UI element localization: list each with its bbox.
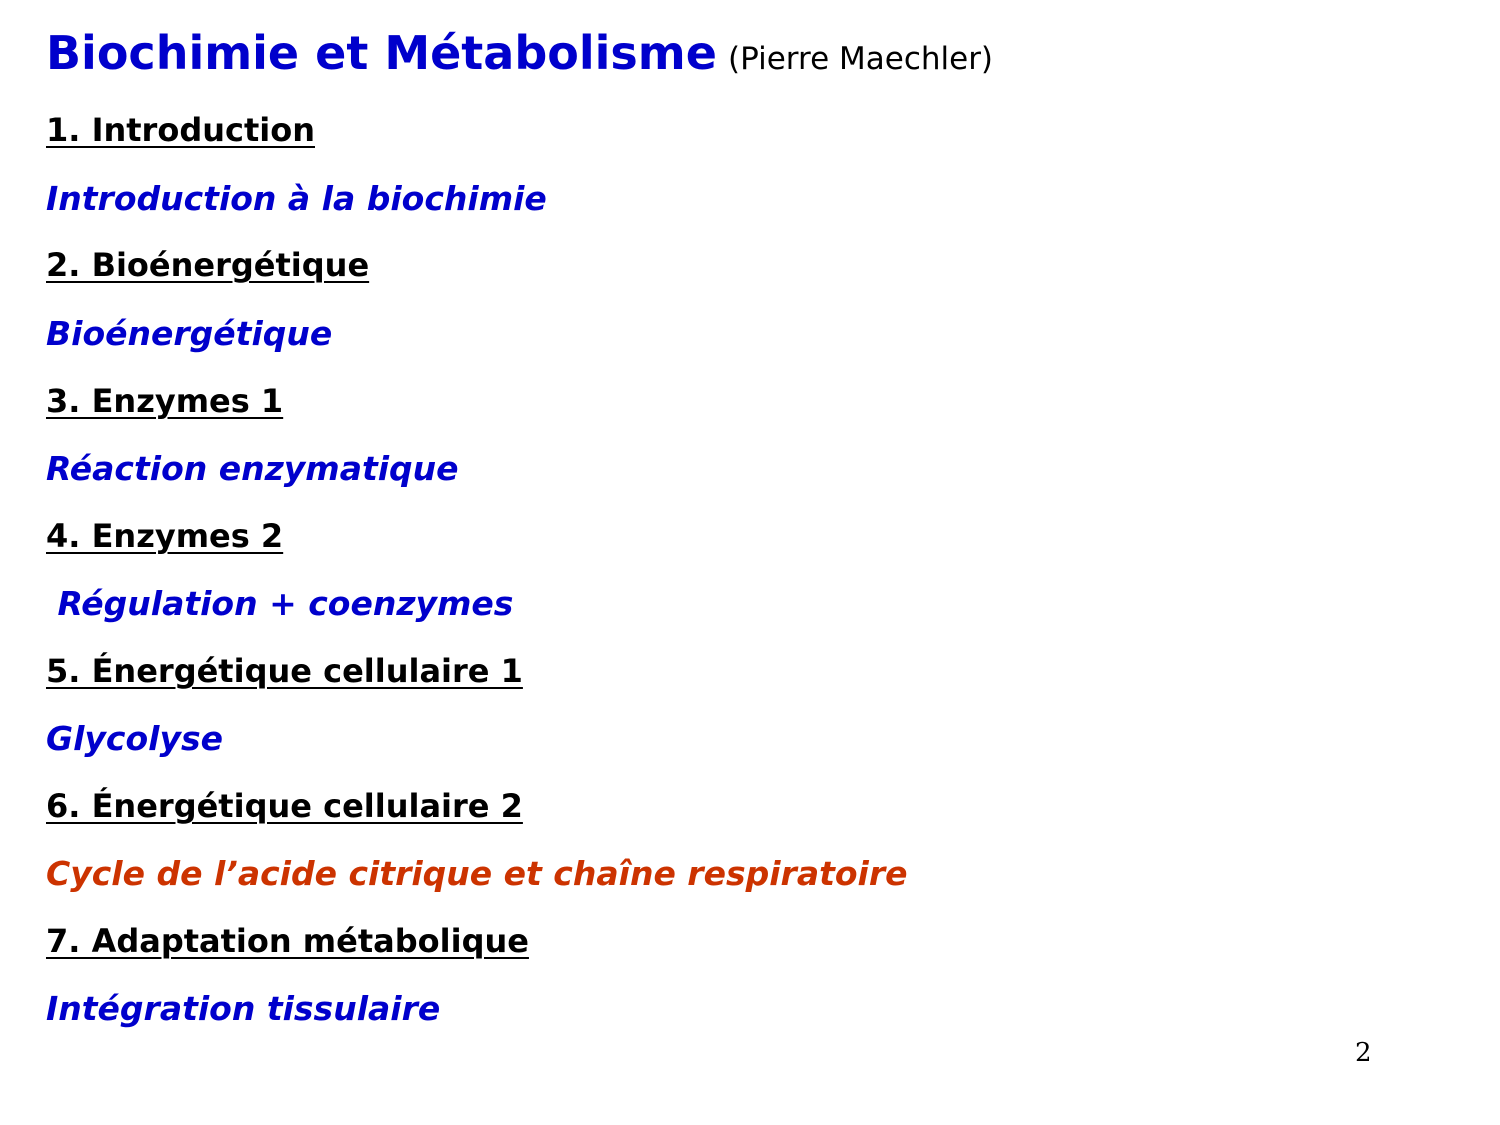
section-heading-6: 6. Énergétique cellulaire 2 <box>46 787 523 825</box>
section-topic-2: Bioénergétique <box>46 314 333 353</box>
section-heading-1: 1. Introduction <box>46 111 315 149</box>
section-topic-5: Glycolyse <box>46 719 223 758</box>
section-topic-7: Intégration tissulaire <box>46 989 441 1028</box>
section-heading-4: 4. Enzymes 2 <box>46 517 284 555</box>
section-heading-2: 2. Bioénergétique <box>46 246 370 284</box>
section-heading-3: 3. Enzymes 1 <box>46 382 284 420</box>
section-topic-4: Régulation + coenzymes <box>46 584 514 623</box>
section-heading-5: 5. Énergétique cellulaire 1 <box>46 652 523 690</box>
course-author: (Pierre Maechler) <box>728 41 994 77</box>
slide-title <box>46 26 993 80</box>
section-topic-1: Introduction à la biochimie <box>46 179 547 218</box>
course-title: Biochimie et Métabolisme <box>46 26 717 80</box>
section-heading-7: 7. Adaptation métabolique <box>46 922 529 960</box>
section-topic-6: Cycle de l’acide citrique et chaîne respiratoire <box>46 854 908 893</box>
section-topic-3: Réaction enzymatique <box>46 449 459 488</box>
page-number: 2 <box>1355 1038 1372 1068</box>
